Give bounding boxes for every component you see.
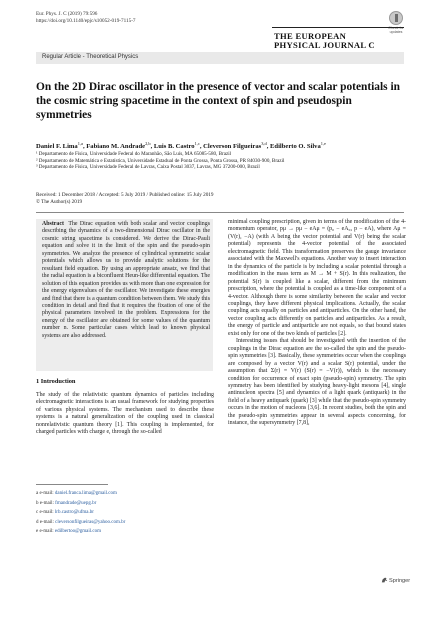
email-link[interactable]: lrb.castro@ufma.br: [54, 510, 94, 516]
footnote: c e-mail: lrb.castro@ufma.br: [36, 510, 94, 516]
affiliations: [36, 151, 408, 171]
publisher-name: Springer: [389, 578, 411, 584]
author[interactable]: Fabiano M. Andrade$^{2,b}$: [86, 141, 151, 151]
affiliation: ² Departamento de Matemática e Estatística, Universidade Estadual de Ponta Grossa, Ponta Grossa, PR 84030-900, Brazil: [36, 157, 285, 164]
footnote-divider: [36, 484, 108, 485]
footnote: d e-mail: cleversonfilgueiras@yahoo.com.br: [36, 519, 126, 525]
doi-link[interactable]: https://doi.org/10.1140/epjc/s10052-019-7115-7: [36, 18, 136, 24]
intro-paragraph: The study of the relativistic quantum dynamics of particles including electromagnetic interactions is an usual framework for studying properties of various physical systems. The mechanism used to describe these systems is a natural generalization of the coupling used in classical nonrelativistic quantum theory [1]. This coupling is implemented, for charged particles with charge e, through the so-called: [36, 392, 214, 436]
publisher-logo: [381, 577, 410, 584]
article-type-bar: [36, 52, 404, 64]
author[interactable]: Daniel F. Lima$^{1,a}$: [36, 141, 83, 151]
author[interactable]: Cleverson Filgueiras$^{3,d}$: [203, 141, 267, 151]
footnotes: [36, 489, 125, 537]
right-column: [228, 219, 406, 428]
affiliation: ¹ Departamento de Física, Universidade Federal do Maranhão, São Luís, MA 65085-580, Brazil: [36, 151, 232, 157]
history-line: Received: 1 December 2018 / Accepted: 5 July 2019 / Published online: 15 July 2019: [36, 192, 214, 198]
footnote: e e-mail: edilbertoo@gmail.com: [36, 529, 102, 535]
journal-name-line1: THE EUROPEAN: [274, 31, 347, 41]
abstract-label: Abstract: [42, 221, 64, 227]
email-link[interactable]: fmandrade@uepg.br: [55, 500, 97, 506]
abstract-body: The Dirac equation with both scalar and vector couplings describing the dynamics of a two-dimensional Dirac oscillator in the cosmic string spacetime is considered. We derive the Dirac-Pauli equation and solve it in the limit of the spin and the pseudo-spin symmetries. We analyze the presence of cylindrical symmetric scalar potentials which allows us to provide analytic solutions for the resultant field equation. By using an appropriate ansatz, we find that the radial equation is a biconfluent Heun-like differential equation. The solution of this equation provides us with more than one expression for the energy eigenvalues of the oscillator. We investigate these energies and find that there is a quantum condition between them. We study this condition in detail and find that it requires the fixation of one of the physical parameters involved in the problem. Expressions for the energy of the oscillator are obtained for some values of the quantum number n. Some particular cases which lead to known physical systems are also addressed.: [42, 221, 210, 339]
email-link[interactable]: edilbertoo@gmail.com: [54, 529, 102, 535]
affiliation: ³ Departamento de Física, Universidade Federal de Lavras, Caixa Postal 3037, Lavras, MG 37200-000, Brazil: [36, 164, 260, 171]
footnote: a e-mail: daniel.franca.lima@gmail.com: [36, 491, 117, 496]
footnote: b e-mail: fmandrade@uepg.br: [36, 500, 97, 506]
journal-logo: [272, 27, 404, 49]
paper-title: On the 2D Dirac oscillator in the presence of vector and scalar potentials in the cosmic string spacetime in the context of spin and pseudospin symmetries: [36, 81, 400, 122]
header-divider: [36, 212, 404, 213]
email-link[interactable]: cleversonfilgueiras@yahoo.com.br: [55, 519, 126, 525]
author-list: Daniel F. Lima$^{1,a}$, Fabiano M. Andrade$^{2,b}$, Luis B. Castro$^{1,c}$, Cleverson Filgueiras$^{3,d}$, Edilberto O. Silva$^{1,e}$: [36, 141, 326, 151]
crossmark-label: Check for updates: [388, 26, 404, 35]
journal-name-line2: PHYSICAL JOURNAL C: [274, 40, 375, 50]
copyright-line: © The Author(s) 2019: [36, 198, 83, 205]
body-paragraph: Interesting issues that should be investigated with the insertion of the couplings in the Dirac equation are the so-called the spin and the pseudo-spin symmetries [3]. Basically, these symmetries occur when the couplings are composed by a vector V(r) and a scalar S(r) potential, under the assumption that Σ(r) = V(r) (S(r) = −V(r)), which is the necessary condition for occurrence of exact spin (pseudo-spin) symmetry. The spin symmetry has been identified by studying heavy-light mesons [4], single antinucleon spectra [5] and dynamics of a light quark (antiquark) in the field of a heavy antiquark (quark) [3] while that the pseudo-spin symmetry occurs in the motion of nucleons [3,6]. In recent studies, both the spin and the pseudo-spin symmetries appear in several aspects concerning, for instance, the supersymmetry [7,8],: [228, 338, 406, 427]
author[interactable]: Luis B. Castro$^{1,c}$: [153, 141, 200, 151]
body-paragraph: minimal coupling prescription, given in terms of the modification of the 4-momentum operator, pμ → pμ − eAμ = (p₀ − eA₀, p − eA), where Aμ = (V(r), −A) (with A being the vector potential and V(r) being the scalar potential) represents the 4-vector potential of the associated electromagnetic field. This transformation preserves the gauge invariance associated with the Maxwell's equations. Another way to insert interaction in the dynamics of the particle is by including a scalar potential through a modification in the mass term as M → M + S(r). In this realization, the potential S(r) is coupled like a scalar, different from the minimum prescription, where the potential is coupled as a time-like component of a 4-vector. Although there is some similarity between the scalar and vector couplings, they have different physical implications. Actually, the scalar coupling acts equally on particles and antiparticles. On the other hand, the vector coupling acts differently on particles and antiparticles. As a result, the energy of particle and antiparticle are not equals, so that bound states exist only for one of the two kinds of particles [2].: [228, 219, 406, 337]
springer-horse-icon: [381, 577, 388, 583]
publication-dates: [36, 192, 214, 206]
author[interactable]: Edilberto O. Silva$^{1,e}$: [270, 141, 326, 151]
section-heading: 1 Introduction: [36, 378, 76, 385]
citation-line: Eur. Phys. J. C (2019) 79:596: [36, 11, 98, 17]
abstract: [42, 221, 210, 340]
crossmark-icon: [389, 11, 403, 25]
article-type: Regular Article - Theoretical Physics: [42, 54, 139, 60]
email-link[interactable]: daniel.franca.lima@gmail.com: [54, 491, 117, 496]
citation-block: [36, 11, 136, 25]
